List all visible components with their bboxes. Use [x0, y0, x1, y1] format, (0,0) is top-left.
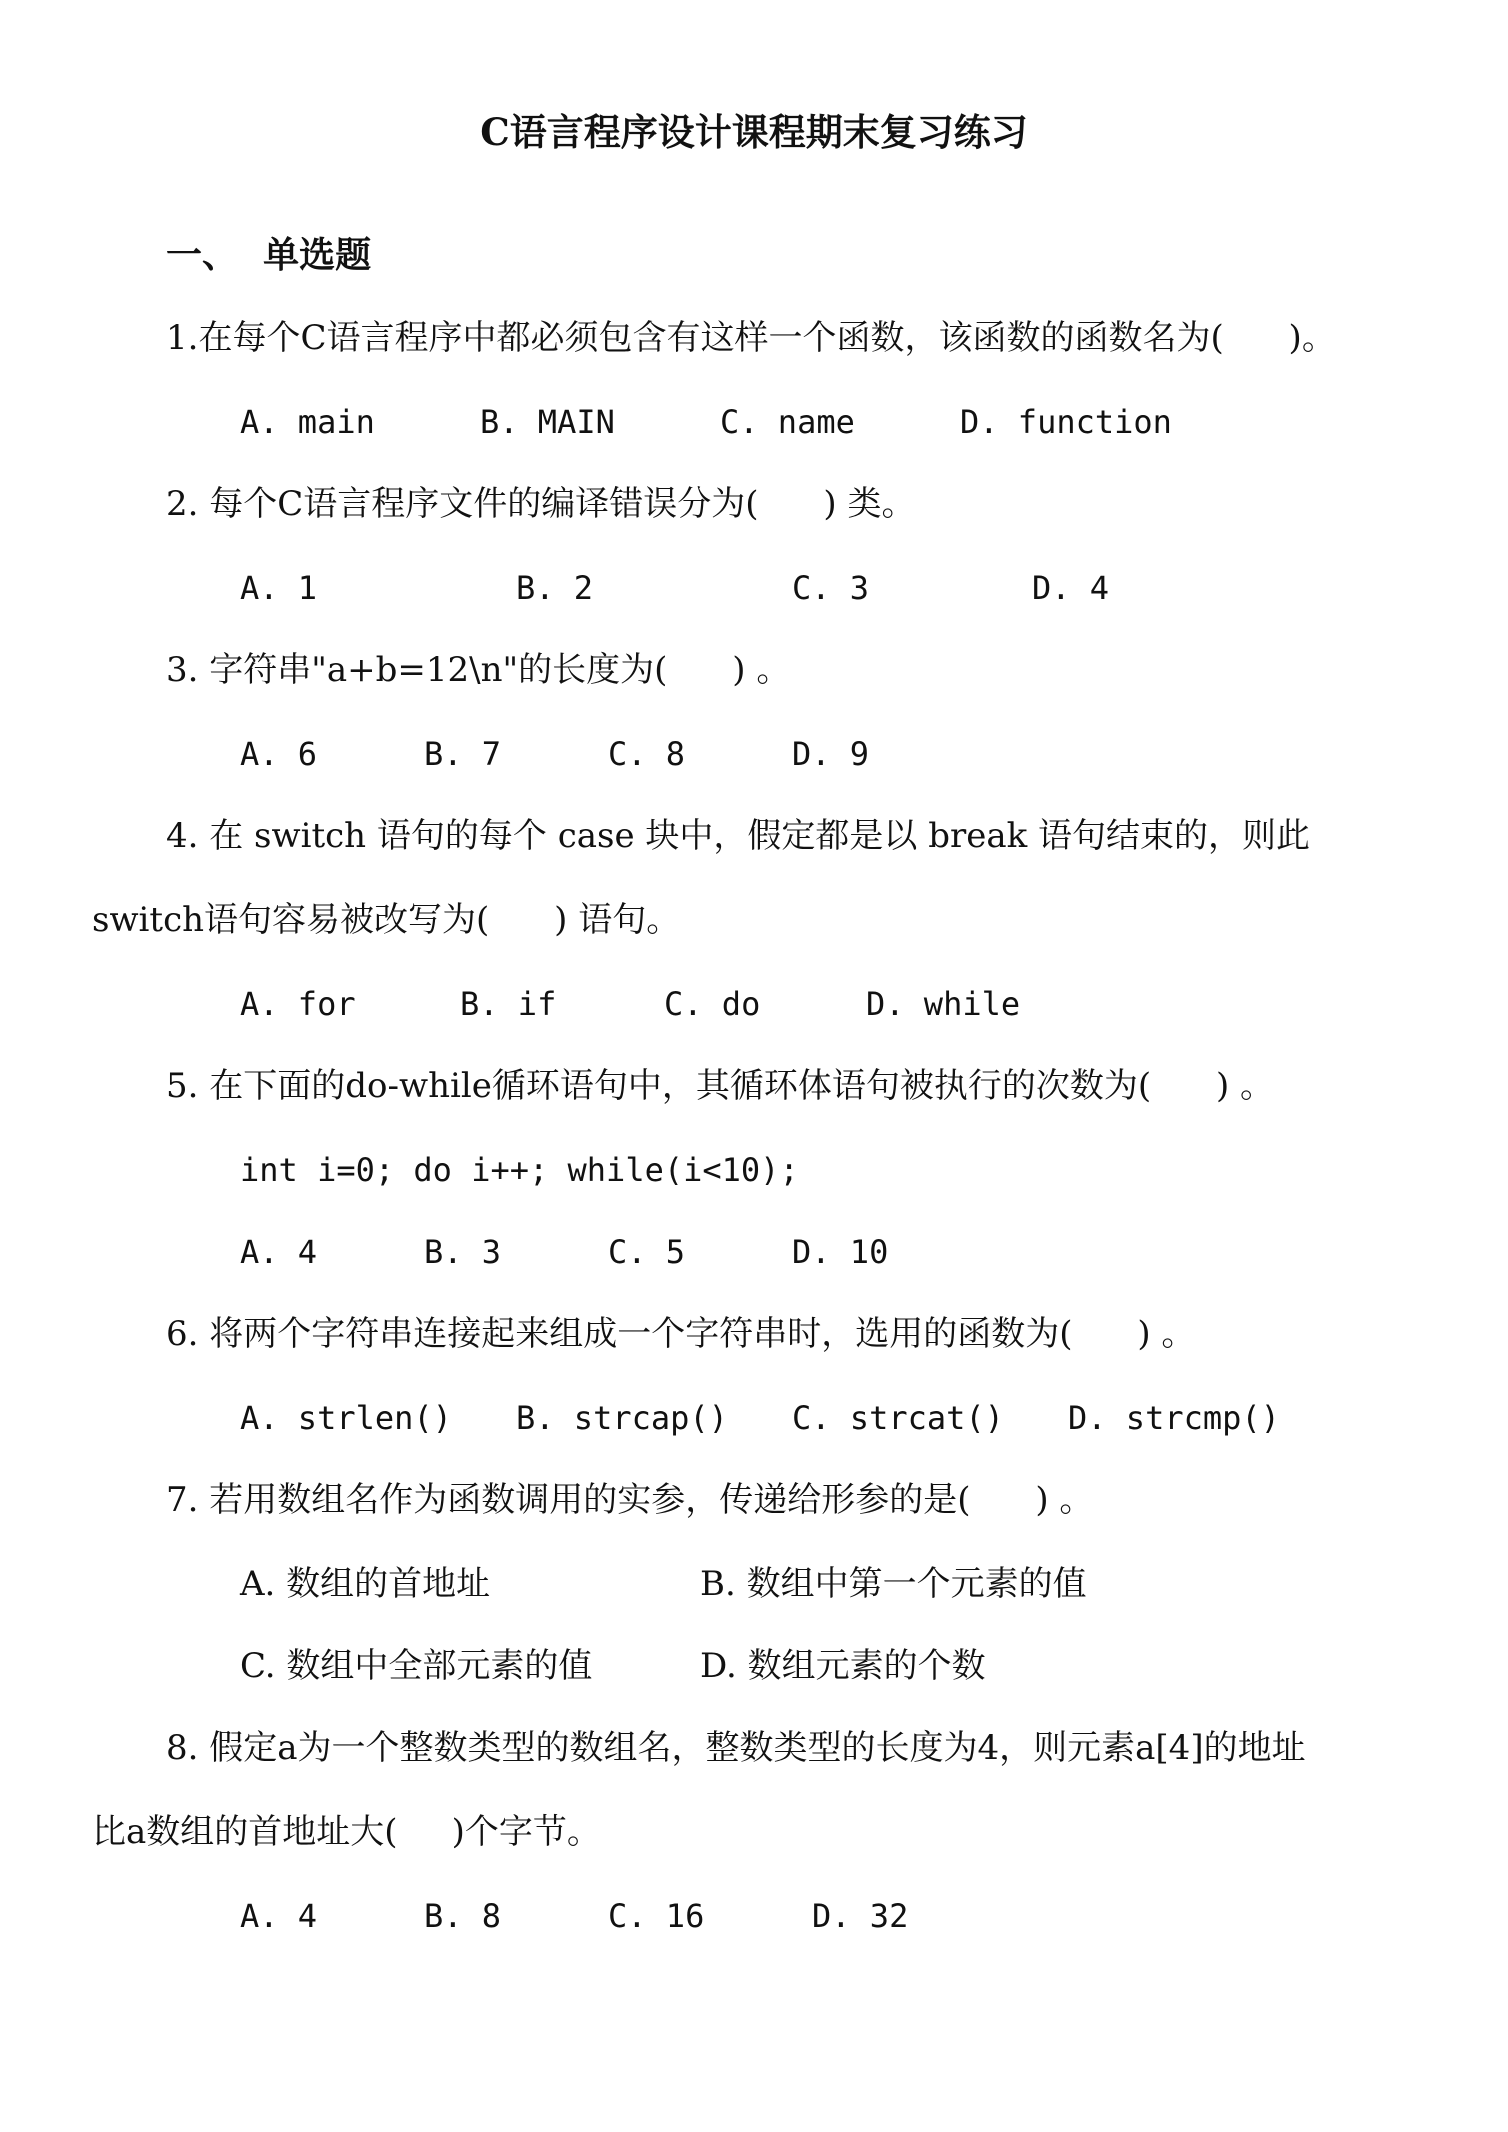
question-8-text: 8. 假定a为一个整数类型的数组名，整数类型的长度为4，则元素a[4]的地址 [166, 1728, 1306, 1768]
question-5-option-b: B. 3 [424, 1233, 502, 1271]
question-5-code: int i=0; do i++; while(i<10); [240, 1151, 799, 1189]
question-6-text: 6. 将两个字符串连接起来组成一个字符串时，选用的函数为( ) 。 [166, 1314, 1196, 1354]
question-7-option-c: C. 数组中全部元素的值 [240, 1646, 593, 1686]
question-3-option-b: B. 7 [424, 735, 502, 773]
question-1-option-d: D. function [960, 403, 1172, 441]
question-7-option-d: D. 数组元素的个数 [700, 1646, 986, 1686]
question-5-option-a: A. 4 [240, 1233, 318, 1271]
question-1-text: 1.在每个C语言程序中都必须包含有这样一个函数，该函数的函数名为( )。 [166, 318, 1336, 358]
question-8-option-a: A. 4 [240, 1897, 318, 1935]
question-4-option-b: B. if [460, 985, 557, 1023]
question-8-option-c: C. 16 [608, 1897, 705, 1935]
question-8-text-continued: 比a数组的首地址大( )个字节。 [92, 1812, 601, 1852]
question-7-text: 7. 若用数组名作为函数调用的实参，传递给形参的是( ) 。 [166, 1480, 1094, 1520]
question-2-option-a: A. 1 [240, 569, 318, 607]
question-7-option-b: B. 数组中第一个元素的值 [700, 1564, 1087, 1604]
page-title: C语言程序设计课程期末复习练习 [480, 110, 1028, 154]
question-4-text: 4. 在 switch 语句的每个 case 块中，假定都是以 break 语句结束的，则此 [166, 816, 1311, 856]
question-6-option-b: B. strcap() [516, 1399, 728, 1437]
question-8-option-b: B. 8 [424, 1897, 502, 1935]
question-2-option-c: C. 3 [792, 569, 870, 607]
question-2-option-d: D. 4 [1032, 569, 1110, 607]
question-8-option-d: D. 32 [812, 1897, 909, 1935]
question-6-option-a: A. strlen() [240, 1399, 452, 1437]
question-3-option-a: A. 6 [240, 735, 318, 773]
question-2-option-b: B. 2 [516, 569, 594, 607]
question-5-option-d: D. 10 [792, 1233, 889, 1271]
question-3-option-d: D. 9 [792, 735, 870, 773]
question-6-option-d: D. strcmp() [1068, 1399, 1280, 1437]
question-4-option-a: A. for [240, 985, 356, 1023]
question-5-text: 5. 在下面的do-while循环语句中，其循环体语句被执行的次数为( ) 。 [166, 1066, 1275, 1106]
section-heading: 一、 单选题 [166, 234, 372, 276]
question-1-option-a: A. main [240, 403, 375, 441]
question-1-option-b: B. MAIN [480, 403, 615, 441]
question-6-option-c: C. strcat() [792, 1399, 1004, 1437]
question-4-option-d: D. while [866, 985, 1021, 1023]
question-4-text-continued: switch语句容易被改写为( ) 语句。 [92, 900, 681, 940]
question-1-option-c: C. name [720, 403, 855, 441]
question-5-option-c: C. 5 [608, 1233, 686, 1271]
question-3-option-c: C. 8 [608, 735, 686, 773]
question-4-option-c: C. do [664, 985, 761, 1023]
question-7-option-a: A. 数组的首地址 [240, 1564, 491, 1604]
question-2-text: 2. 每个C语言程序文件的编译错误分为( ) 类。 [166, 484, 916, 524]
question-3-text: 3. 字符串"a+b=12\n"的长度为( ) 。 [166, 650, 791, 690]
